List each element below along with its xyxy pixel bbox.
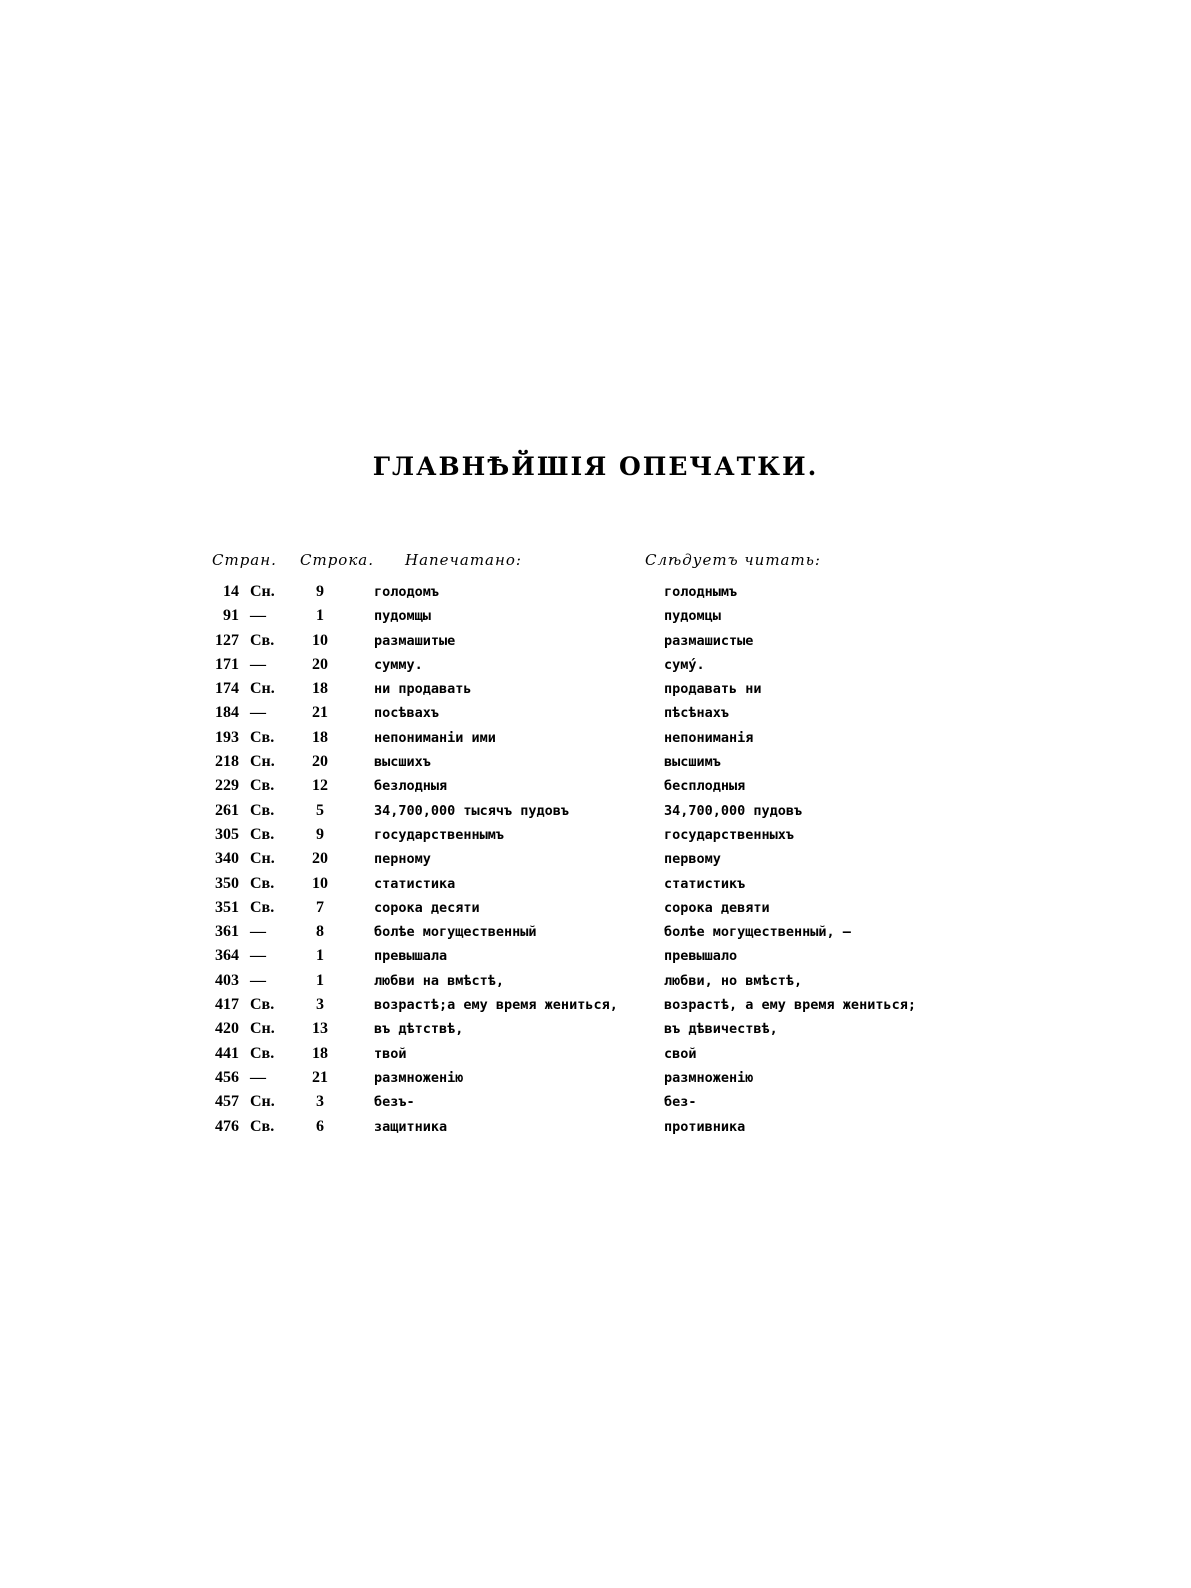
errata-correct-text: высшимъ <box>664 754 721 771</box>
errata-correct-text: без- <box>664 1094 697 1111</box>
errata-page-number: 193 <box>215 728 239 746</box>
errata-line-number: 20 <box>312 655 328 673</box>
errata-line-number: 1 <box>316 607 324 625</box>
errata-printed-text: размашитые <box>374 632 456 649</box>
errata-printed-text: безъ- <box>374 1094 415 1111</box>
errata-row <box>0 1042 1191 1066</box>
errata-row <box>0 774 1191 798</box>
errata-line-number: 1 <box>316 947 324 965</box>
errata-row <box>0 726 1191 750</box>
errata-correct-text: свой <box>664 1045 697 1062</box>
errata-side-marker: Сн. <box>250 1020 275 1038</box>
errata-correct-text: размашистые <box>664 632 754 649</box>
errata-printed-text: въ дѣтствѣ, <box>374 1021 464 1038</box>
errata-side-marker: — <box>250 947 266 965</box>
errata-line-number: 10 <box>312 874 328 892</box>
errata-printed-text: возрастѣ;а ему время жениться, <box>374 997 618 1014</box>
errata-side-marker: — <box>250 923 266 941</box>
errata-correct-text: любви, но вмѣстѣ, <box>664 972 803 989</box>
errata-side-marker: Св. <box>250 631 275 649</box>
errata-page-number: 305 <box>215 825 239 843</box>
errata-correct-text: статистикъ <box>664 875 746 892</box>
errata-side-marker: Сн. <box>250 1093 275 1111</box>
column-header-line: Строка. <box>300 551 375 569</box>
errata-row <box>0 653 1191 677</box>
errata-side-marker: — <box>250 971 266 989</box>
errata-printed-text: 34,700,000 тысячъ пудовъ <box>374 802 570 819</box>
errata-row <box>0 993 1191 1017</box>
errata-printed-text: статистика <box>374 875 456 892</box>
errata-side-marker: Св. <box>250 874 275 892</box>
errata-line-number: 20 <box>312 850 328 868</box>
errata-printed-text: болѣе могущественный <box>374 924 537 941</box>
errata-page-number: 457 <box>215 1093 239 1111</box>
errata-line-number: 8 <box>316 923 324 941</box>
errata-printed-text: перному <box>374 851 431 868</box>
errata-row <box>0 580 1191 604</box>
errata-page-number: 417 <box>215 996 239 1014</box>
errata-correct-text: размноженію <box>664 1069 754 1086</box>
errata-side-marker: Сн. <box>250 583 275 600</box>
errata-row <box>0 799 1191 823</box>
errata-page-number: 403 <box>215 971 239 989</box>
errata-page-number: 171 <box>215 655 239 673</box>
errata-page-number: 476 <box>215 1117 239 1135</box>
errata-line-number: 1 <box>316 971 324 989</box>
errata-page-number: 340 <box>215 850 239 868</box>
errata-page-number: 364 <box>215 947 239 965</box>
errata-line-number: 5 <box>316 801 324 819</box>
errata-correct-text: сорока девяти <box>664 899 770 916</box>
errata-page-number: 361 <box>215 923 239 941</box>
errata-page-number: 420 <box>215 1020 239 1038</box>
errata-correct-text: противника <box>664 1118 746 1135</box>
errata-correct-text: 34,700,000 пудовъ <box>664 802 803 819</box>
column-header-printed: Напечатано: <box>405 551 522 569</box>
errata-printed-text: государственнымъ <box>374 826 505 843</box>
errata-row <box>0 750 1191 774</box>
errata-row <box>0 604 1191 628</box>
errata-page-number: 229 <box>215 777 239 795</box>
errata-side-marker: — <box>250 704 266 722</box>
column-header-page: Стран. <box>212 551 277 569</box>
errata-row <box>0 896 1191 920</box>
errata-line-number: 9 <box>316 583 324 600</box>
errata-side-marker: Сн. <box>250 850 275 868</box>
errata-page-number: 261 <box>215 801 239 819</box>
errata-page-number: 91 <box>223 607 239 625</box>
errata-line-number: 18 <box>312 1044 328 1062</box>
errata-side-marker: — <box>250 607 266 625</box>
errata-row <box>0 1066 1191 1090</box>
errata-page-number: 184 <box>215 704 239 722</box>
errata-correct-text: государственныхъ <box>664 826 795 843</box>
errata-printed-text: высшихъ <box>374 754 431 771</box>
errata-correct-text: возрастѣ, а ему время жениться; <box>664 997 916 1014</box>
errata-side-marker: Св. <box>250 777 275 795</box>
errata-side-marker: Сн. <box>250 753 275 771</box>
errata-printed-text: любви на вмѣстѣ, <box>374 972 505 989</box>
errata-printed-text: пудомщы <box>374 608 431 625</box>
errata-line-number: 10 <box>312 631 328 649</box>
errata-correct-text: голоднымъ <box>664 584 738 600</box>
errata-correct-text: непониманія <box>664 729 754 746</box>
errata-row <box>0 701 1191 725</box>
errata-printed-text: посѣвахъ <box>374 705 440 722</box>
errata-line-number: 9 <box>316 825 324 843</box>
errata-page-number: 14 <box>223 583 239 600</box>
errata-line-number: 21 <box>312 1068 328 1086</box>
errata-side-marker: Св. <box>250 898 275 916</box>
errata-correct-text: пѣсѣнахъ <box>664 705 730 722</box>
errata-line-number: 21 <box>312 704 328 722</box>
errata-row <box>0 969 1191 993</box>
errata-page-number: 218 <box>215 753 239 771</box>
errata-correct-text: первому <box>664 851 721 868</box>
errata-side-marker: Св. <box>250 1117 275 1135</box>
errata-side-marker: — <box>250 1068 266 1086</box>
errata-correct-text: превышало <box>664 948 738 965</box>
errata-correct-text: въ дѣвичествѣ, <box>664 1021 778 1038</box>
errata-side-marker: Сн. <box>250 680 275 698</box>
errata-printed-text: сорока десяти <box>374 899 480 916</box>
errata-page-number: 441 <box>215 1044 239 1062</box>
errata-side-marker: Св. <box>250 801 275 819</box>
errata-correct-text: бесплодныя <box>664 778 746 795</box>
errata-line-number: 7 <box>316 898 324 916</box>
page-title: ГЛАВНѢЙШІЯ ОПЕЧАТКИ. <box>372 452 819 481</box>
errata-table <box>0 580 1191 1139</box>
errata-printed-text: размноженію <box>374 1069 464 1086</box>
errata-row <box>0 872 1191 896</box>
errata-printed-text: ни продавать <box>374 681 472 698</box>
errata-line-number: 18 <box>312 728 328 746</box>
errata-line-number: 3 <box>316 1093 324 1111</box>
errata-page-number: 456 <box>215 1068 239 1086</box>
errata-printed-text: безлодныя <box>374 778 448 795</box>
errata-row <box>0 629 1191 653</box>
errata-page-number: 350 <box>215 874 239 892</box>
errata-side-marker: Св. <box>250 1044 275 1062</box>
errata-side-marker: Св. <box>250 825 275 843</box>
errata-side-marker: Св. <box>250 996 275 1014</box>
errata-row <box>0 847 1191 871</box>
errata-line-number: 3 <box>316 996 324 1014</box>
errata-row <box>0 823 1191 847</box>
errata-side-marker: — <box>250 655 266 673</box>
errata-correct-text: пудомцы <box>664 608 721 625</box>
errata-page-number: 174 <box>215 680 239 698</box>
column-header-read: Слѣдуетъ читать: <box>645 551 821 569</box>
errata-row <box>0 1017 1191 1041</box>
errata-correct-text: продавать ни <box>664 681 762 698</box>
errata-row <box>0 677 1191 701</box>
errata-row <box>0 944 1191 968</box>
errata-row <box>0 1115 1191 1139</box>
errata-printed-text: голодомъ <box>374 584 440 600</box>
errata-line-number: 20 <box>312 753 328 771</box>
errata-side-marker: Св. <box>250 728 275 746</box>
errata-printed-text: твой <box>374 1045 407 1062</box>
errata-printed-text: сумму. <box>374 656 423 673</box>
errata-line-number: 6 <box>316 1117 324 1135</box>
errata-printed-text: защитника <box>374 1118 448 1135</box>
errata-page-number: 127 <box>215 631 239 649</box>
errata-row <box>0 920 1191 944</box>
errata-line-number: 13 <box>312 1020 328 1038</box>
errata-printed-text: превышала <box>374 948 448 965</box>
errata-line-number: 12 <box>312 777 328 795</box>
errata-row <box>0 1090 1191 1114</box>
errata-correct-text: суму́. <box>664 656 705 673</box>
errata-page-number: 351 <box>215 898 239 916</box>
errata-printed-text: непониманіи ими <box>374 729 496 746</box>
errata-correct-text: болѣе могущественный, — <box>664 924 851 941</box>
errata-line-number: 18 <box>312 680 328 698</box>
